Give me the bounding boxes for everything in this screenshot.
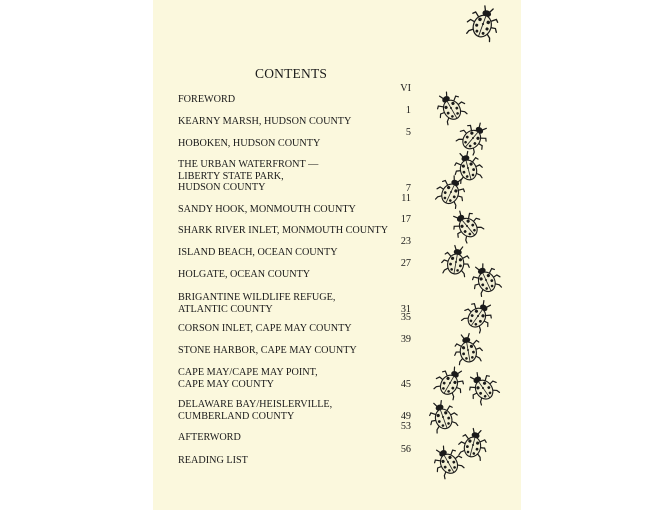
toc-entry-title: FOREWORD [178,94,236,105]
ladybug-beetle-icon [462,367,502,407]
toc-entry-page: 5 [405,126,411,138]
contents-heading: CONTENTS [255,66,328,81]
toc-entry-page: 39 [400,333,411,345]
ladybug-beetle-icon [459,295,499,335]
toc-entry-page: 11 [401,192,411,204]
ladybug-beetle-icon [467,260,505,298]
toc-entry-page: 17 [400,213,411,225]
ladybug-beetle-icon [431,362,470,401]
ladybug-beetle-icon [446,205,486,245]
contents-page [153,0,521,510]
toc-entry-title: DELAWARE BAY/HEISLERVILLE, CUMBERLAND COUNTY [178,399,333,422]
toc-entry-title: CAPE MAY/CAPE MAY POINT, CAPE MAY COUNTY [178,367,318,390]
toc-entry-title: ISLAND BEACH, OCEAN COUNTY [178,247,338,258]
toc-entry-title: READING LIST [178,455,248,466]
toc-entry-page: 1 [405,104,411,116]
toc-entry-title: THE URBAN WATERFRONT — LIBERTY STATE PARK, HUDSON COUNTY [178,159,319,193]
toc-entry-title: SHARK RIVER INLET, MONMOUTH COUNTY [178,225,389,236]
toc-entry-page: 53 [400,420,411,432]
ladybug-beetle-icon [440,244,473,277]
toc-entry-page: 27 [400,257,411,269]
ladybug-beetle-icon [431,87,470,126]
toc-entry-page: VI [400,82,411,94]
ladybug-beetle-icon [451,332,484,365]
toc-entry-title: HOBOKEN, HUDSON COUNTY [178,138,321,149]
toc-entry-page: 31 [400,303,411,315]
toc-entry-title: SANDY HOOK, MONMOUTH COUNTY [178,204,356,215]
toc-entry-page: 7 [405,182,411,194]
beetle-illustration [153,0,521,510]
toc-entry-title: BRIGANTINE WILDLIFE REFUGE, ATLANTIC COUNTY [178,292,336,315]
toc-entry-page: 49 [400,410,411,422]
ladybug-beetle-icon [454,117,494,157]
ladybug-beetle-icon [450,149,485,184]
toc-entry-title: HOLGATE, OCEAN COUNTY [178,269,311,280]
toc-entry-title: STONE HARBOR, CAPE MAY COUNTY [178,345,357,356]
ladybug-beetle-icon [428,441,467,480]
toc-entry-title: KEARNY MARSH, HUDSON COUNTY [178,116,352,127]
toc-entry-title: CORSON INLET, CAPE MAY COUNTY [178,323,352,334]
ladybug-beetle-icon [456,426,491,461]
toc-entry-page: 35 [400,311,411,323]
toc-entry-title: AFTERWORD [178,432,241,443]
toc-entry-page: 23 [400,235,411,247]
toc-entry-page: 56 [400,443,411,455]
ladybug-beetle-icon [424,397,460,434]
ladybug-beetle-icon [464,2,504,43]
toc-entry-page: 45 [400,378,411,390]
